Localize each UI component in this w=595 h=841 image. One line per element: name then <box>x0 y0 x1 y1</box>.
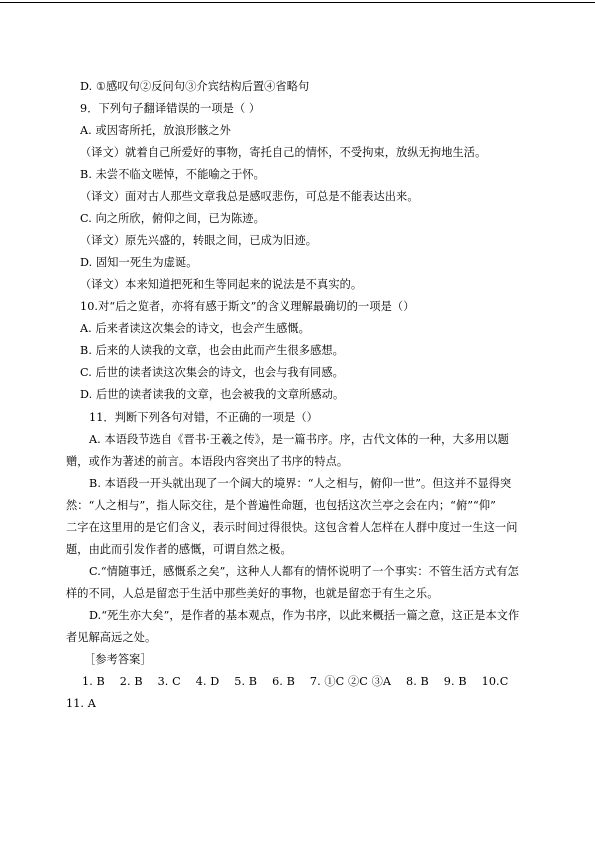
q10-option-b: B. 后来的人读我的文章，也会由此而产生很多感想。 <box>80 344 344 357</box>
q10-option-d: D. 后世的读者读我的文章，也会被我的文章所感动。 <box>80 388 345 401</box>
q11-option-d-line-1: D.“死生亦大矣”，是作者的基本观点，作为书序，以此来概括一篇之意，这正是本文作 <box>89 609 520 622</box>
q9-option-d-translation: （译文）本来知道把死和生等同起来的说法是不真实的。 <box>80 278 363 291</box>
q9-option-d: D. 固知一死生为虚诞。 <box>80 256 198 269</box>
q11-option-b-line-2: 然：“人之相与”，指人际交往，是个普遍性命题，也包括这次兰亭之会在内；“俯”“仰” <box>66 499 496 512</box>
q9-option-a: A. 或因寄所托，放浪形骸之外 <box>80 124 231 137</box>
q10-option-c: C. 后世的读者读这次集会的诗文，也会与我有同感。 <box>80 366 344 379</box>
question-9: 9．下列句子翻译错误的一项是（ ） <box>80 102 261 115</box>
q11-option-b-line-1: B. 本语段一开头就出现了一个阔大的境界：“人之相与，俯仰一世”。但这并不显得突 <box>89 477 512 490</box>
answer-key-line-1: 1. B 2. B 3. C 4. D 5. B 6. B 7. ①C ②C ③A 8. B 9. B 10.C <box>82 675 509 688</box>
q11-option-b-line-3: 二字在这里用的是它们含义，表示时间过得很快。这包含着人怎样在人群中度过一生这一问 <box>66 521 518 534</box>
q11-option-d-line-2: 者见解高远之处。 <box>66 631 157 644</box>
q11-option-b-line-4: 题，由此而引发作者的感慨，可谓自然之极。 <box>66 543 292 556</box>
q11-option-c-line-1: C.“情随事迁，感慨系之矣”，这种人人都有的情怀说明了一个事实：不管生活方式有怎 <box>89 565 519 578</box>
q9-option-c-translation: （译文）原先兴盛的，转眼之间，已成为旧迹。 <box>80 234 318 247</box>
question-11: 11．判断下列各句对错，不正确的一项是（） <box>89 411 318 424</box>
q9-option-b-translation: （译文）面对古人那些文章我总是感叹悲伤，可总是不能表达出来。 <box>80 190 419 203</box>
q9-option-a-translation: （译文）就着自己所爱好的事物，寄托自己的情怀，不受拘束，放纵无拘地生活。 <box>80 146 487 159</box>
q10-option-a: A. 后来者读这次集会的诗文，也会产生感慨。 <box>80 322 310 335</box>
q9-option-b: B. 未尝不临文嗟悼，不能喻之于怀。 <box>80 168 265 181</box>
answer-key-heading: ［参考答案］ <box>84 653 152 666</box>
question-10: 10.对“后之览者，亦将有感于斯文”的含义理解最确切的一项是（） <box>80 300 415 313</box>
q11-option-a-line-1: A. 本语段节选自《晋书·王羲之传》，是一篇书序。序，古代文体的一种，大多用以题 <box>89 433 509 446</box>
q11-option-c-line-2: 样的不同，人总是留恋于生活中那些美好的事物，也就是留恋于有生之乐。 <box>66 587 439 600</box>
option-d-sentence-types: D. ①感叹句②反问句③介宾结构后置④省略句 <box>80 80 310 93</box>
answer-key-line-2: 11. A <box>66 697 96 710</box>
q9-option-c: C. 向之所欣，俯仰之间，已为陈迹。 <box>80 212 265 225</box>
q11-option-a-line-2: 赠，或作为著述的前言。本语段内容突出了书序的特点。 <box>66 455 349 468</box>
